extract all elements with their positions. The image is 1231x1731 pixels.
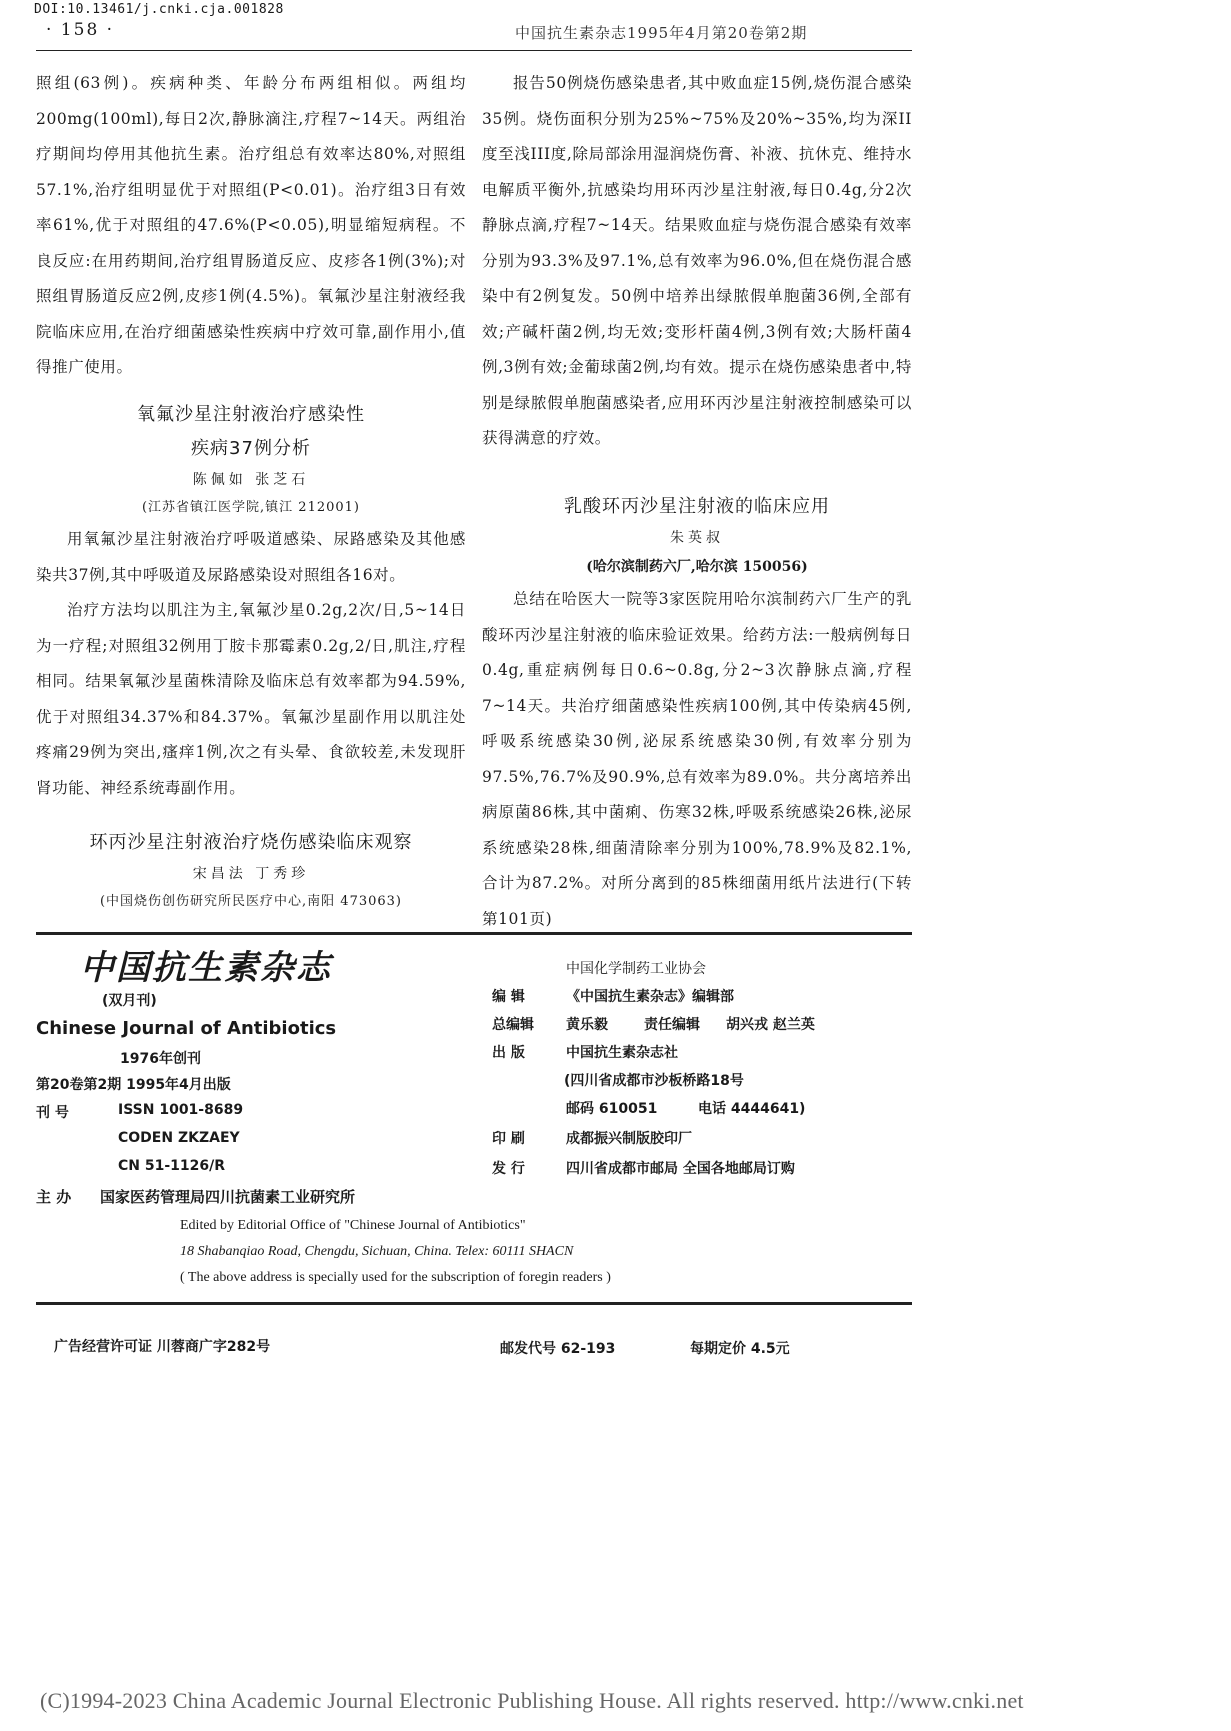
page-number: · 158 ·	[46, 20, 115, 40]
publisher-label: 出 版	[492, 1045, 525, 1061]
masthead	[36, 940, 912, 1296]
printer: 成都振兴制版胶印厂	[566, 1131, 692, 1147]
left-column	[36, 66, 466, 386]
cn-number: CN 51-1126/R	[118, 1158, 226, 1174]
article2-authors: 宋昌法 丁秀珍	[192, 866, 310, 882]
doi-line: DOI:10.13461/j.cnki.cja.001828	[34, 2, 284, 17]
sponsor: 国家医药管理局四川抗菌素工业研究所	[100, 1188, 356, 1206]
printer-label: 印 刷	[492, 1131, 525, 1147]
postal-distribution-code: 邮发代号 62-193	[500, 1341, 616, 1357]
article1-affiliation: (江苏省镇江医学院,镇江 212001)	[141, 500, 361, 515]
masthead-top-rule	[36, 932, 912, 935]
responsible-editor-label: 责任编辑	[644, 1017, 700, 1033]
english-editor-line: Edited by Editorial Office of "Chinese Journal of Antibiotics"	[180, 1218, 526, 1233]
chief-editor: 黄乐毅	[566, 1017, 608, 1033]
responsible-editor: 胡兴戎 赵兰英	[726, 1017, 815, 1033]
kanhao-label: 刊 号	[36, 1105, 69, 1121]
frequency: (双月刊)	[102, 993, 157, 1009]
editor-label: 编 辑	[492, 989, 525, 1005]
distributor-label: 发 行	[492, 1161, 525, 1177]
english-title: Chinese Journal of Antibiotics	[36, 1018, 337, 1039]
header-rule	[36, 50, 912, 51]
english-address-line: 18 Shabanqiao Road, Chengdu, Sichuan, China. Telex: 60111 SHACN	[180, 1244, 574, 1259]
article1	[36, 398, 466, 806]
article1-para2: 治疗方法均以肌注为主,氧氟沙星0.2g,2次/日,5~14日为一疗程;对照组32例用丁胺卡那霉素0.2g,2/日,肌注,疗程相同。结果氧氟沙星菌株清除及临床总有效率都为94.59%,优于对照组34.37%和84.37%。氧氟沙星副作用以肌注处疼痛29例为突出,瘙痒1例,次之有头晕、食欲较差,未发现肝肾功能、神经系统毒副作用。	[36, 601, 466, 797]
article1-authors: 陈佩如 张芝石	[192, 472, 310, 488]
article3-title: 乳酸环丙沙星注射液的临床应用	[564, 496, 830, 517]
article3-body: 总结在哈医大一院等3家医院用哈尔滨制药六厂生产的乳酸环丙沙星注射液的临床验证效果。给药方法:一般病例每日0.4g,重症病例每日0.6~0.8g,分2~3次静脉点滴,疗程7~14天。共治疗细菌感染性疾病100例,其中传染病45例,呼吸系统感染30例,泌尿系统感染30例,有效率分别为97.5%,76.7%及90.9%,总有效率为89.0%。共分离培养出病原菌86株,其中菌痢、伤寒32株,呼吸系统感染26株,泌尿系统感染28株,细菌清除率分别为100%,78.9%及82.1%,合计为87.2%。对所分离到的85株细菌用纸片法进行(下转第101页)	[482, 590, 912, 928]
article1-title-line1: 氧氟沙星注射液治疗感染性	[137, 404, 365, 425]
article3-affiliation: (哈尔滨制药六厂,哈尔滨 150056)	[586, 559, 808, 575]
masthead-bottom-rule	[36, 1302, 912, 1305]
ad-license: 广告经营许可证 川蓉商广字282号	[54, 1339, 271, 1355]
publisher: 中国抗生素杂志社	[566, 1045, 678, 1061]
english-note-line: ( The above address is specially used for the subscription of foregin readers )	[180, 1270, 611, 1285]
distributor: 四川省成都市邮局 全国各地邮局订购	[566, 1161, 795, 1177]
right-column	[482, 66, 912, 457]
founded: 1976年创刊	[120, 1051, 201, 1067]
article2-heading	[36, 826, 466, 916]
copyright-line: (C)1994-2023 China Academic Journal Electronic Publishing House. All rights reserved. http://www.cnki.net	[40, 1688, 1024, 1713]
editor: 《中国抗生素杂志》编辑部	[566, 989, 734, 1005]
article1-para1: 用氧氟沙星注射液治疗呼吸道感染、尿路感染及其他感染共37例,其中呼吸道及尿路感染设对照组各16对。	[36, 530, 466, 584]
issue: 第20卷第2期 1995年4月出版	[36, 1077, 231, 1093]
article1-title-line2: 疾病37例分析	[191, 438, 311, 459]
issn: ISSN 1001-8689	[118, 1102, 244, 1118]
article2-affiliation: (中国烧伤创伤研究所民医疗中心,南阳 473063)	[99, 894, 403, 909]
intro-paragraph: 照组(63例)。疾病种类、年龄分布两组相似。两组均200mg(100ml),每日2次,静脉滴注,疗程7~14天。两组治疗期间均停用其他抗生素。治疗组总有效率达80%,对照组57.1%,治疗组明显优于对照组(P<0.01)。治疗组3日有效率61%,优于对照组的47.6%(P<0.05),明显缩短病程。不良反应:在用药期间,治疗组胃肠道反应、皮疹各1例(3%);对照组胃肠道反应2例,皮疹1例(4.5%)。氧氟沙星注射液经我院临床应用,在治疗细菌感染性疾病中疗效可靠,副作用小,值得推广使用。	[36, 74, 466, 376]
article3-authors: 朱英叔	[670, 530, 724, 546]
coden: CODEN ZKZAEY	[118, 1130, 240, 1146]
article2-title: 环丙沙星注射液治疗烧伤感染临床观察	[89, 832, 413, 853]
journal-logo: 中国抗生素杂志	[80, 948, 332, 988]
co-sponsor: 中国化学制药工业协会	[566, 961, 706, 977]
postcode: 邮码 610051	[566, 1101, 658, 1117]
chief-editor-label: 总编辑	[492, 1017, 534, 1033]
price: 每期定价 4.5元	[690, 1341, 790, 1357]
article2-body: 报告50例烧伤感染患者,其中败血症15例,烧伤混合感染35例。烧伤面积分别为25%~75%及20%~35%,均为深II度至浅III度,除局部涂用湿润烧伤膏、补液、抗休克、维持水电解质平衡外,抗感染均用环丙沙星注射液,每日0.4g,分2次静脉点滴,疗程7~14天。结果败血症与烧伤混合感染有效率分别为93.3%及97.1%,总有效率为96.0%,但在烧伤混合感染中有2例复发。50例中培养出绿脓假单胞菌36例,全部有效;产碱杆菌2例,均无效;变形杆菌4例,3例有效;大肠杆菌4例,3例有效;金葡球菌2例,均有效。提示在烧伤感染患者中,特别是绿脓假单胞菌感染者,应用环丙沙星注射液控制感染可以获得满意的疗效。	[482, 74, 912, 447]
running-head: 中国抗生素杂志1995年4月第20卷第2期	[515, 24, 808, 42]
address: (四川省成都市沙板桥路18号	[564, 1073, 744, 1089]
article3	[482, 490, 912, 937]
sponsor-label: 主 办	[36, 1188, 72, 1206]
phone: 电话 4444641)	[698, 1101, 806, 1117]
